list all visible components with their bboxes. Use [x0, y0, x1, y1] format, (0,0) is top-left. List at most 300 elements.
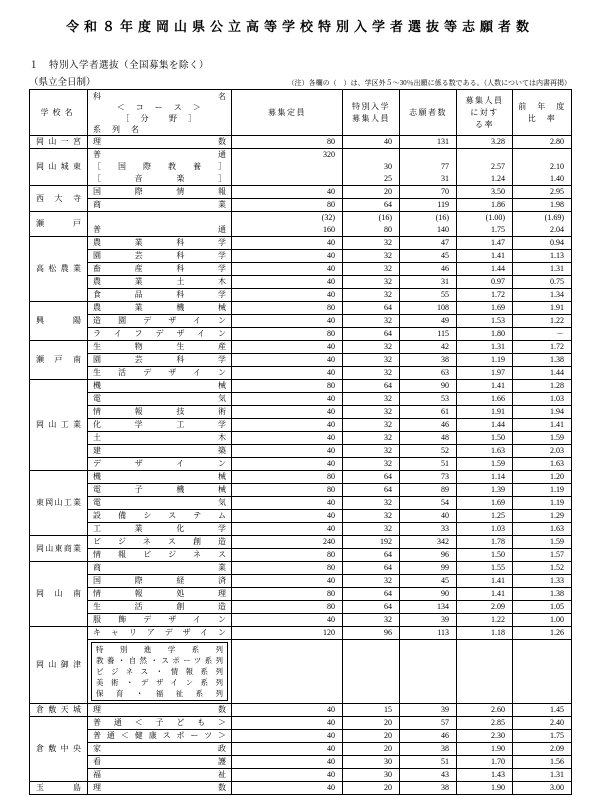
school-name-cell [30, 627, 88, 704]
ratio-value: 1.25 [491, 511, 505, 520]
special-value: 64 [384, 200, 392, 209]
ratio-value: 1.72 [491, 290, 505, 299]
applicants-cell [400, 149, 457, 186]
capacity-value: 120 [323, 628, 335, 637]
table-row [30, 328, 572, 341]
applicants-value: 90 [441, 589, 449, 598]
prev-value: 2.10 [550, 162, 564, 171]
applicants-value: 134 [437, 602, 449, 611]
department-name: 化学工学 [93, 420, 226, 429]
ratio-cell [457, 276, 513, 289]
prev-cell [513, 276, 572, 289]
ratio-cell [457, 419, 513, 432]
special-value: 32 [384, 277, 392, 286]
ratio-value: 2.60 [491, 705, 505, 714]
school-name: 倉敷中央 [36, 744, 81, 753]
applicants-value [400, 149, 456, 161]
capacity-value: 40 [327, 459, 335, 468]
table-row [30, 510, 572, 523]
capacity-value: 80 [327, 200, 335, 209]
applicants-value: 52 [441, 446, 449, 455]
department-cell [88, 136, 232, 149]
department-cell [88, 149, 232, 186]
special-cell [343, 445, 400, 458]
applicants-cell [400, 367, 457, 380]
department-name: 普通 [93, 225, 226, 234]
ratio-cell [457, 510, 513, 523]
prev-cell [513, 562, 572, 575]
capacity-cell [232, 743, 343, 756]
special-cell [343, 497, 400, 510]
applicants-value: 70 [441, 187, 449, 196]
ratio-cell [457, 484, 513, 497]
special-cell [343, 627, 400, 640]
capacity-value: 40 [327, 744, 335, 753]
subsection-label: （県立全日制） [29, 78, 96, 88]
prev-cell [513, 380, 572, 393]
header-line: 募集定員 [268, 107, 306, 117]
applicants-cell [400, 562, 457, 575]
ratio-cell [457, 263, 513, 276]
special-value: 32 [384, 524, 392, 533]
table-row [30, 393, 572, 406]
special-value: 64 [384, 303, 392, 312]
ratio-cell [457, 186, 513, 199]
applicants-value: 47 [441, 238, 449, 247]
ratio-value: 1.41 [491, 251, 505, 260]
table-row [30, 704, 572, 717]
table-row [30, 640, 572, 704]
department-name: 商業 [93, 200, 226, 209]
special-cell [343, 380, 400, 393]
ratio-value: 1.90 [491, 783, 505, 792]
prev-value: 3.00 [550, 783, 564, 792]
department-cell [88, 510, 232, 523]
department-name: 造園デザイン [93, 316, 226, 325]
special-value: 64 [384, 485, 392, 494]
department-cell [88, 756, 232, 769]
department-cell [88, 575, 232, 588]
applicants-value: 108 [437, 303, 449, 312]
series-line: 保育・福祉系列 [96, 689, 223, 698]
department-name: 機械 [93, 472, 226, 481]
capacity-cell [232, 432, 343, 445]
department-cell [88, 302, 232, 315]
ratio-cell [457, 367, 513, 380]
prev-value: 2.80 [550, 137, 564, 146]
special-value: 32 [384, 576, 392, 585]
table-row [30, 601, 572, 614]
department-cell [88, 445, 232, 458]
prev-value: (1.69) [544, 213, 564, 222]
prev-value: 0.94 [550, 238, 564, 247]
capacity-cell [232, 406, 343, 419]
series-line: 教養・自然・スポーツ系列 [96, 656, 223, 665]
applicants-value: 49 [441, 316, 449, 325]
prev-cell [513, 588, 572, 601]
ratio-cell [457, 136, 513, 149]
prev-value: 1.29 [550, 511, 564, 520]
capacity-cell [232, 136, 343, 149]
special-cell [343, 484, 400, 497]
capacity-cell [232, 289, 343, 302]
applicants-cell [400, 471, 457, 484]
capacity-value: 80 [327, 303, 335, 312]
capacity-cell [232, 354, 343, 367]
applicants-value: 89 [441, 485, 449, 494]
table-row [30, 575, 572, 588]
department-name: 普通＜子ども＞ [93, 718, 226, 727]
department-cell [88, 549, 232, 562]
applicants-cell [400, 289, 457, 302]
special-cell [343, 523, 400, 536]
department-name: デザイン [93, 459, 226, 468]
applicants-cell [400, 136, 457, 149]
capacity-cell [232, 199, 343, 212]
prev-value: 1.13 [550, 251, 564, 260]
school-name: 岡山東商業 [36, 543, 81, 553]
prev-cell [513, 782, 572, 795]
prev-value: 1.00 [550, 615, 564, 624]
special-value: 32 [384, 420, 392, 429]
capacity-value: 40 [327, 770, 335, 779]
ratio-value: 3.28 [491, 137, 505, 146]
header-applicants [400, 90, 457, 136]
department-name: 普通＜健康スポーツ＞ [93, 731, 226, 740]
ratio-value: 1.41 [491, 589, 505, 598]
capacity-value: 40 [327, 498, 335, 507]
department-cell [88, 328, 232, 341]
school-name: 岡山城東 [36, 162, 81, 171]
department-cell [88, 588, 232, 601]
ratio-cell [457, 149, 513, 186]
special-cell [343, 640, 400, 704]
capacity-cell [232, 627, 343, 640]
admissions-table-body [30, 136, 572, 795]
prev-value: 1.31 [550, 264, 564, 273]
header-line: に対す [470, 107, 499, 117]
applicants-cell [400, 614, 457, 627]
applicants-cell [400, 588, 457, 601]
ratio-cell [457, 523, 513, 536]
subheading-row [29, 74, 571, 88]
prev-value: － [556, 329, 564, 338]
table-row [30, 432, 572, 445]
ratio-cell [457, 640, 513, 704]
table-row [30, 627, 572, 640]
department-name: ビジネス創造 [93, 537, 226, 546]
table-row [30, 782, 572, 795]
department-name: 園芸科学 [93, 251, 226, 260]
ratio-value: 1.03 [491, 524, 505, 533]
prev-cell [513, 756, 572, 769]
capacity-cell [232, 328, 343, 341]
special-value: (16) [378, 213, 392, 222]
ratio-cell [457, 588, 513, 601]
special-value: 32 [384, 264, 392, 273]
department-cell [88, 717, 232, 730]
special-cell [343, 328, 400, 341]
capacity-value: 80 [327, 329, 335, 338]
department-name: ライフデザイン [93, 329, 226, 338]
school-name: 岡山南 [36, 589, 81, 598]
capacity-value: 80 [327, 137, 335, 146]
table-row [30, 717, 572, 730]
special-cell [343, 237, 400, 250]
applicants-cell [400, 276, 457, 289]
department-cell [88, 237, 232, 250]
capacity-cell [232, 640, 343, 704]
header-department [88, 90, 232, 136]
special-value: 40 [384, 137, 392, 146]
capacity-value: 80 [327, 550, 335, 559]
table-row [30, 730, 572, 743]
department-cell [88, 458, 232, 471]
department-cell [88, 380, 232, 393]
ratio-value: 1.43 [491, 770, 505, 779]
table-row [30, 756, 572, 769]
prev-cell [513, 315, 572, 328]
department-name: 商業 [93, 563, 226, 572]
applicants-value: 51 [441, 757, 449, 766]
capacity-value: 40 [327, 718, 335, 727]
department-name: 情報処理 [93, 589, 226, 598]
capacity-value: 40 [327, 757, 335, 766]
capacity-value: 40 [327, 264, 335, 273]
prev-cell [513, 367, 572, 380]
school-name-cell [30, 149, 88, 186]
school-name: 興陽 [36, 316, 81, 325]
ratio-cell [457, 769, 513, 782]
special-cell [343, 730, 400, 743]
capacity-cell [232, 419, 343, 432]
applicants-value: 42 [441, 342, 449, 351]
applicants-value: 131 [437, 137, 449, 146]
capacity-value: 40 [327, 342, 335, 351]
capacity-value: 80 [327, 472, 335, 481]
special-value: 30 [384, 162, 392, 171]
applicants-value: 73 [441, 472, 449, 481]
department-cell [88, 199, 232, 212]
prev-value: 0.75 [550, 277, 564, 286]
ratio-value: 0.97 [491, 277, 505, 286]
special-value: 20 [384, 783, 392, 792]
department-cell [88, 743, 232, 756]
department-cell [88, 627, 232, 640]
prev-cell [513, 186, 572, 199]
capacity-value: 40 [327, 316, 335, 325]
applicants-value: 38 [441, 744, 449, 753]
capacity-value: 40 [327, 394, 335, 403]
applicants-value: 38 [441, 783, 449, 792]
capacity-cell [232, 380, 343, 393]
applicants-cell [400, 756, 457, 769]
ratio-value [457, 666, 512, 678]
school-name-cell [30, 136, 88, 149]
special-cell [343, 562, 400, 575]
applicants-value: 46 [441, 731, 449, 740]
special-cell [343, 614, 400, 627]
applicants-value: 140 [437, 225, 449, 234]
capacity-value: 40 [327, 238, 335, 247]
ratio-cell [457, 471, 513, 484]
special-value: 20 [384, 187, 392, 196]
special-value: 64 [384, 472, 392, 481]
prev-cell [513, 704, 572, 717]
applicants-cell [400, 523, 457, 536]
special-value: 64 [384, 381, 392, 390]
special-value [343, 149, 399, 161]
department-cell [88, 354, 232, 367]
department-name: 生活創造 [93, 602, 226, 611]
school-name-cell [30, 562, 88, 627]
ratio-cell [457, 536, 513, 549]
applicants-cell [400, 575, 457, 588]
department-name: 電気 [93, 498, 226, 507]
prev-value: 1.38 [550, 355, 564, 364]
department-name: 服飾デザイン [93, 615, 226, 624]
prev-value: 1.33 [550, 576, 564, 585]
applicants-value: 31 [441, 277, 449, 286]
applicants-value: 77 [441, 162, 449, 171]
table-row [30, 743, 572, 756]
table-row [30, 588, 572, 601]
ratio-value: 1.90 [491, 744, 505, 753]
department-cell [88, 367, 232, 380]
capacity-value: 40 [327, 511, 335, 520]
applicants-cell [400, 484, 457, 497]
table-row [30, 562, 572, 575]
department-name: 普通 [93, 150, 226, 159]
capacity-cell [232, 510, 343, 523]
prev-value: 1.40 [550, 174, 564, 183]
special-cell [343, 276, 400, 289]
prev-cell [513, 445, 572, 458]
prev-cell [513, 549, 572, 562]
header-line: 前 年 度 [518, 101, 566, 111]
header-series-line: 系 列 名 [93, 124, 141, 134]
applicants-cell [400, 419, 457, 432]
ratio-cell [457, 406, 513, 419]
table-row [30, 367, 572, 380]
special-cell [343, 199, 400, 212]
capacity-cell [232, 562, 343, 575]
footnote: （注）各欄の（ ）は、学区外５～30％出願に係る数である。（人数については内書再掲） [287, 79, 571, 87]
prev-cell [513, 717, 572, 730]
prev-cell [513, 237, 572, 250]
department-cell [88, 769, 232, 782]
capacity-cell [232, 717, 343, 730]
applicants-cell [400, 199, 457, 212]
department-cell [88, 432, 232, 445]
capacity-value: 40 [327, 187, 335, 196]
special-value: 32 [384, 290, 392, 299]
applicants-value: 48 [441, 433, 449, 442]
prev-value [513, 149, 571, 161]
capacity-value: 40 [327, 368, 335, 377]
header-school-name: 学校名 [30, 90, 88, 136]
special-value: 30 [384, 770, 392, 779]
special-value: 32 [384, 433, 392, 442]
applicants-value: 115 [437, 329, 449, 338]
special-value: 25 [384, 174, 392, 183]
ratio-value: 1.75 [491, 225, 505, 234]
header-line: 志願者数 [409, 107, 447, 117]
ratio-cell [457, 199, 513, 212]
capacity-value: 40 [327, 420, 335, 429]
special-cell [343, 341, 400, 354]
department-name: 農業科学 [93, 238, 226, 247]
school-name: 瀬戸 [36, 219, 81, 228]
school-name-cell [30, 341, 88, 380]
table-row [30, 263, 572, 276]
special-value: 32 [384, 342, 392, 351]
prev-value: 1.19 [550, 498, 564, 507]
department-cell [88, 704, 232, 717]
capacity-cell [232, 601, 343, 614]
special-cell [343, 743, 400, 756]
department-name: 情報ビジネス [93, 550, 226, 559]
prev-value: 1.56 [550, 757, 564, 766]
capacity-cell [232, 536, 343, 549]
capacity-value: 40 [327, 407, 335, 416]
capacity-cell [232, 471, 343, 484]
table-row [30, 549, 572, 562]
capacity-cell [232, 250, 343, 263]
applicants-cell [400, 302, 457, 315]
prev-value: 1.45 [550, 705, 564, 714]
department-name: キャリアデザイン [93, 628, 226, 637]
applicants-value: 39 [441, 705, 449, 714]
capacity-cell [232, 458, 343, 471]
capacity-value: 40 [327, 524, 335, 533]
applicants-cell [400, 782, 457, 795]
prev-value: 1.59 [550, 433, 564, 442]
special-value: 32 [384, 511, 392, 520]
school-name-cell [30, 782, 88, 795]
department-name: 農業機械 [93, 303, 226, 312]
header-capacity [232, 90, 343, 136]
prev-value: 1.75 [550, 731, 564, 740]
department-name: 福祉 [93, 770, 226, 779]
prev-cell [513, 614, 572, 627]
prev-cell [513, 328, 572, 341]
table-row [30, 614, 572, 627]
ratio-cell [457, 315, 513, 328]
table-row [30, 302, 572, 315]
prev-value: 2.40 [550, 718, 564, 727]
ratio-cell [457, 756, 513, 769]
prev-value: 1.28 [550, 381, 564, 390]
ratio-cell [457, 341, 513, 354]
prev-value: 1.41 [550, 420, 564, 429]
ratio-cell [457, 458, 513, 471]
capacity-cell [232, 186, 343, 199]
applicants-cell [400, 406, 457, 419]
department-cell [88, 393, 232, 406]
ratio-cell [457, 730, 513, 743]
prev-cell [513, 419, 572, 432]
ratio-cell [457, 601, 513, 614]
prev-value: 1.34 [550, 290, 564, 299]
special-value: 32 [384, 316, 392, 325]
prev-cell [513, 302, 572, 315]
department-cell [88, 523, 232, 536]
ratio-value: 1.19 [491, 355, 505, 364]
capacity-cell [232, 445, 343, 458]
applicants-cell [400, 445, 457, 458]
ratio-cell [457, 289, 513, 302]
